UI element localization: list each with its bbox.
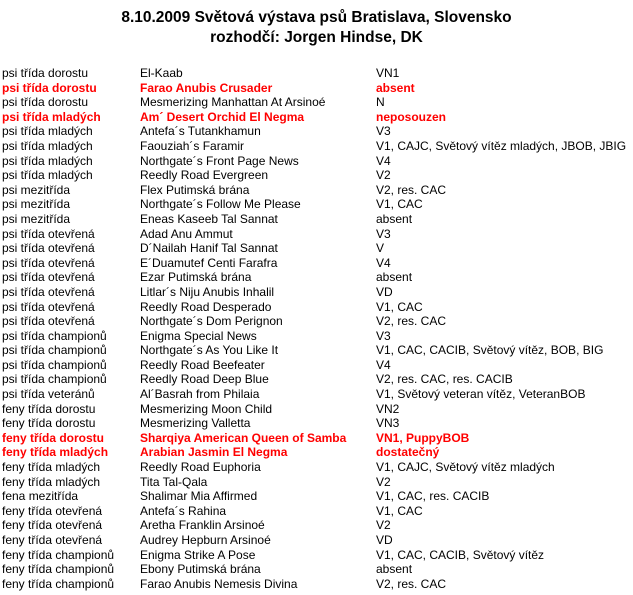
result-cell: V3 — [376, 124, 391, 139]
table-row — [2, 533, 631, 548]
class-cell: psi třída championů — [2, 328, 107, 343]
class-cell: feny třída dorostu — [2, 430, 105, 445]
class-cell: feny třída championů — [2, 547, 115, 562]
result-cell: VN3 — [376, 416, 400, 431]
dog-name-cell: Reedly Road Evergreen — [140, 168, 269, 183]
class-cell: psi třída veteránů — [2, 387, 95, 402]
dog-name-cell: Mesmerizing Manhattan At Arsinoé — [140, 95, 326, 110]
result-cell: N — [376, 95, 385, 110]
dog-name-cell: Am´ Desert Orchid El Negma — [140, 109, 305, 124]
table-row — [2, 445, 631, 460]
result-cell: V1, CAC — [376, 503, 423, 518]
dog-name-cell: Farao Anubis Crusader — [140, 80, 273, 95]
table-row — [2, 139, 631, 154]
result-cell: V1, CAC, res. CACIB — [376, 489, 490, 504]
class-cell: psi mezitřída — [2, 197, 71, 212]
class-cell: psi třída otevřená — [2, 270, 95, 285]
table-row — [2, 314, 631, 329]
dog-name-cell: Faouziah´s Faramir — [140, 138, 245, 153]
dog-name-cell: Reedly Road Desperado — [140, 299, 272, 314]
result-cell: V4 — [376, 153, 391, 168]
table-row — [2, 402, 631, 417]
dog-name-cell: Reedly Road Euphoria — [140, 460, 261, 475]
class-cell: feny třída mladých — [2, 445, 109, 460]
result-cell: V4 — [376, 255, 391, 270]
table-row — [2, 154, 631, 169]
result-cell: V1, CAC — [376, 299, 423, 314]
dog-name-cell: Mesmerizing Moon Child — [140, 401, 273, 416]
dog-name-cell: Eneas Kaseeb Tal Sannat — [140, 211, 278, 226]
result-cell: V2, res. CAC — [376, 314, 447, 329]
class-cell: psi třída championů — [2, 357, 107, 372]
table-row — [2, 329, 631, 344]
dog-name-cell: Enigma Strike A Pose — [140, 547, 256, 562]
dog-name-cell: Northgate´s Front Page News — [140, 153, 299, 168]
class-cell: psi mezitřída — [2, 211, 71, 226]
result-cell: V2, res. CAC — [376, 182, 447, 197]
table-row — [2, 81, 631, 96]
dog-name-cell: Antefa´s Tutankhamun — [140, 124, 261, 139]
document-header — [0, 8, 633, 48]
table-row — [2, 504, 631, 519]
result-cell: absent — [376, 80, 415, 95]
result-cell: VN1 — [376, 66, 400, 80]
result-cell: absent — [376, 270, 413, 285]
class-cell: feny třída championů — [2, 576, 115, 591]
dog-name-cell: Mesmerizing Valletta — [140, 416, 251, 431]
class-cell: psi třída dorostu — [2, 66, 89, 80]
table-row — [2, 95, 631, 110]
table-row — [2, 475, 631, 490]
dog-name-cell: Litlar´s Niju Anubis Inhalil — [140, 284, 275, 299]
table-row — [2, 227, 631, 242]
table-row — [2, 387, 631, 402]
result-cell: VD — [376, 533, 393, 547]
result-cell: dostatečný — [376, 445, 440, 460]
dog-name-cell: Northgate´s As You Like It — [140, 343, 279, 358]
dog-name-cell: Enigma Special News — [140, 328, 257, 343]
class-cell: psi mezitřída — [2, 182, 71, 197]
dog-name-cell: Ezar Putimská brána — [140, 270, 252, 285]
class-cell: psi třída mladých — [2, 109, 101, 124]
result-cell: V1, CAJC, Světový vítěz mladých — [376, 460, 555, 475]
table-row — [2, 372, 631, 387]
result-cell: VN1, PuppyBOB — [376, 430, 470, 445]
dog-name-cell: Al´Basrah from Philaia — [140, 387, 260, 402]
result-cell: V2 — [376, 168, 391, 183]
result-cell: V2, res. CAC, res. CACIB — [376, 372, 513, 387]
table-row — [2, 343, 631, 358]
class-cell: psi třída championů — [2, 343, 107, 358]
dog-name-cell: Audrey Hepburn Arsinoé — [140, 533, 271, 547]
table-row — [2, 460, 631, 475]
class-cell: psi třída otevřená — [2, 255, 95, 270]
class-cell: psi třída otevřená — [2, 314, 95, 329]
result-cell: VN2 — [376, 401, 400, 416]
class-cell: psi třída dorostu — [2, 95, 89, 110]
result-cell: V — [376, 241, 385, 256]
result-cell: V1, Světový veteran vítěz, VeteranBOB — [376, 387, 586, 402]
dog-name-cell: Flex Putimská brána — [140, 182, 250, 197]
judge-line: rozhodčí: Jorgen Hindse, DK — [210, 29, 423, 46]
result-cell: V1, CAC, CACIB, Světový vítěz — [376, 547, 545, 562]
result-cell: absent — [376, 562, 413, 577]
table-row — [2, 518, 631, 533]
table-row — [2, 168, 631, 183]
result-cell: V2, res. CAC — [376, 576, 447, 591]
result-cell: V4 — [376, 357, 391, 372]
class-cell: psi třída championů — [2, 372, 107, 387]
dog-name-cell: Tita Tal-Qala — [140, 474, 208, 489]
dog-name-cell: El-Kaab — [140, 66, 183, 80]
class-cell: feny třída dorostu — [2, 401, 96, 416]
dog-name-cell: E´Duamutef Centi Farafra — [140, 255, 278, 270]
class-cell: psi třída dorostu — [2, 80, 97, 95]
result-cell: neposouzen — [376, 109, 447, 124]
result-cell: V1, CAC, CACIB, Světový vítěz, BOB, BIG — [376, 343, 604, 358]
table-row — [2, 110, 631, 125]
class-cell: psi třída mladých — [2, 168, 93, 183]
dog-name-cell: Northgate´s Follow Me Please — [140, 197, 301, 212]
class-cell: psi třída otevřená — [2, 241, 95, 256]
class-cell: psi třída mladých — [2, 124, 93, 139]
class-cell: feny třída dorostu — [2, 416, 96, 431]
result-cell: absent — [376, 211, 413, 226]
table-row — [2, 548, 631, 563]
dog-name-cell: Arabian Jasmin El Negma — [140, 445, 288, 460]
class-cell: psi třída otevřená — [2, 299, 95, 314]
table-row — [2, 562, 631, 577]
results-table — [2, 66, 631, 591]
dog-name-cell: Ebony Putimská brána — [140, 562, 261, 577]
page-title: 8.10.2009 Světová výstava psů Bratislava, Slovensko — [121, 9, 512, 26]
dog-name-cell: Aretha Franklin Arsinoé — [140, 518, 265, 533]
table-row — [2, 241, 631, 256]
class-cell: psi třída otevřená — [2, 226, 95, 241]
dog-name-cell: Reedly Road Beefeater — [140, 357, 265, 372]
result-cell: V2 — [376, 518, 391, 533]
class-cell: feny třída mladých — [2, 460, 101, 475]
dog-name-cell: Reedly Road Deep Blue — [140, 372, 269, 387]
dog-name-cell: Farao Anubis Nemesis Divina — [140, 576, 298, 591]
result-cell: V2 — [376, 474, 391, 489]
dog-name-cell: Shalimar Mia Affirmed — [140, 489, 258, 504]
result-cell: V1, CAJC, Světový vítěz mladých, JBOB, JBIG — [376, 138, 627, 153]
table-row — [2, 124, 631, 139]
table-row — [2, 256, 631, 271]
results-body — [2, 66, 631, 591]
result-cell: V3 — [376, 328, 391, 343]
class-cell: feny třída mladých — [2, 474, 101, 489]
dog-name-cell: Northgate´s Dom Perignon — [140, 314, 283, 329]
class-cell: psi třída mladých — [2, 153, 93, 168]
dog-name-cell: D´Nailah Hanif Tal Sannat — [140, 241, 278, 256]
table-row — [2, 489, 631, 504]
dog-name-cell: Antefa´s Rahina — [140, 503, 227, 518]
table-row — [2, 577, 631, 592]
table-row — [2, 66, 631, 81]
class-cell: psi třída otevřená — [2, 284, 95, 299]
table-row — [2, 197, 631, 212]
class-cell: fena mezitřída — [2, 489, 79, 504]
class-cell: feny třída otevřená — [2, 518, 103, 533]
table-row — [2, 431, 631, 446]
class-cell: feny třída championů — [2, 562, 115, 577]
class-cell: psi třída mladých — [2, 138, 93, 153]
class-cell: feny třída otevřená — [2, 503, 103, 518]
table-row — [2, 300, 631, 315]
table-row — [2, 285, 631, 300]
table-row — [2, 270, 631, 285]
table-row — [2, 416, 631, 431]
class-cell: feny třída otevřená — [2, 533, 103, 547]
result-cell: VD — [376, 284, 393, 299]
table-row — [2, 212, 631, 227]
table-row — [2, 358, 631, 373]
dog-name-cell: Sharqiya American Queen of Samba — [140, 430, 347, 445]
dog-name-cell: Adad Anu Ammut — [140, 226, 233, 241]
result-cell: V1, CAC — [376, 197, 423, 212]
result-cell: V3 — [376, 226, 391, 241]
table-row — [2, 183, 631, 198]
